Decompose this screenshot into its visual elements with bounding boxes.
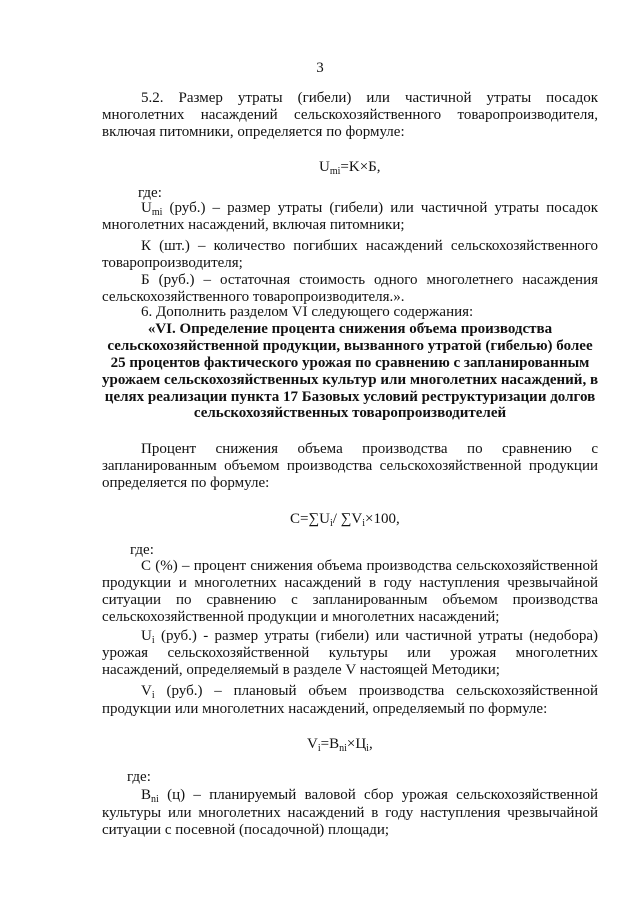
formula-2-part-a: C=∑U: [290, 511, 330, 527]
definition-line: [141, 200, 598, 217]
symbol-sub-ni: ni: [339, 743, 347, 754]
definition-text: (ц) – планируемый валовой сбор урожая сельскохозяйственной: [167, 787, 599, 803]
text-line: С (%) – процент снижения объема производства сельскохозяйственной: [141, 558, 598, 574]
text-line: Б (руб.) – остаточная стоимость одного многолетнего насаждения: [141, 272, 598, 288]
definition-line: [141, 787, 598, 804]
section-heading-line: 25 процентов фактического урожая по сравнению с запланированным: [110, 355, 590, 371]
symbol-sub-i: i: [151, 690, 155, 701]
text-line: где:: [130, 542, 154, 558]
definition-text: (руб.) – размер утраты (гибели) или частичной утраты посадок: [169, 200, 599, 216]
text-line: 6. Дополнить разделом VI следующего содержания:: [141, 304, 474, 320]
text-line: Процент снижения объема производства по сравнению с: [141, 441, 598, 457]
text-line: определяется по формуле:: [102, 475, 270, 491]
section-heading-line: целях реализации пункта 17 Базовых условий реструктуризации долгов: [104, 389, 596, 405]
formula-1-rest: =K×Б,: [340, 159, 381, 175]
text-line: товаропроизводителя;: [102, 255, 243, 271]
text-line: продукции или многолетних насаждений, определяемый по формуле:: [102, 701, 548, 717]
formula-3: [307, 736, 373, 753]
text-line: сельскохозяйственной продукции и многолетних насаждений;: [102, 609, 500, 625]
symbol-sub-mi: mi: [151, 207, 163, 218]
text-line: урожая сельскохозяйственной культуры или урожая многолетних: [102, 645, 598, 661]
section-heading-line: сельскохозяйственных товаропроизводителей: [193, 405, 507, 421]
text-line: многолетних насаждений сельскохозяйственного товаропроизводителя,: [102, 107, 598, 123]
symbol-sub-i: i: [362, 518, 366, 529]
text-line: где:: [127, 769, 151, 785]
symbol-sub-mi: mi: [329, 166, 341, 177]
text-line: насаждений, определяемый в разделе V настоящей Методики;: [102, 662, 500, 678]
formula-3-part-c: ,: [368, 736, 373, 752]
text-line: где:: [138, 185, 162, 201]
symbol-u: U: [319, 159, 330, 175]
text-line: культуры или многолетних насаждений в году наступления чрезвычайной: [102, 805, 598, 821]
symbol-sub-i: i: [317, 743, 321, 754]
formula-2-part-c: ×100,: [365, 511, 400, 527]
text-line: 5.2. Размер утраты (гибели) или частичной утраты посадок: [141, 90, 598, 106]
text-line: ситуации с посевной (посадочной) площади;: [102, 822, 390, 838]
formula-3-part-a: =B: [320, 736, 340, 752]
symbol-v: V: [141, 683, 152, 699]
symbol-u: U: [141, 200, 152, 216]
text-line: сельскохозяйственного товаропроизводителя.».: [102, 289, 405, 305]
definition-text: (руб.) – плановый объем производства сельскохозяйственной: [166, 683, 598, 699]
symbol-v: V: [307, 736, 318, 752]
text-line: многолетних насаждений, включая питомники;: [102, 217, 405, 233]
definition-line: [141, 683, 598, 700]
symbol-b: B: [141, 787, 152, 803]
symbol-sub-i: i: [151, 635, 155, 646]
symbol-u: U: [141, 628, 152, 644]
formula-3-part-b: ×Ц: [346, 736, 367, 752]
formula-2: [290, 511, 400, 528]
symbol-sub-ni: ni: [151, 794, 159, 805]
definition-line: [141, 628, 598, 645]
text-line: ситуации по сравнению с запланированным объемом производства: [102, 592, 598, 608]
definition-text: (руб.) - размер утраты (гибели) или частичной утраты (недобора): [160, 628, 599, 644]
formula-1: [319, 159, 381, 176]
symbol-sub-i: i: [330, 518, 333, 529]
text-line: К (шт.) – количество погибших насаждений сельскохозяйственного: [141, 238, 598, 254]
section-heading-line: «VI. Определение процента снижения объема производства: [147, 321, 553, 337]
page-number: 3: [316, 60, 324, 76]
text-line: продукции и многолетних насаждений в году наступления чрезвычайной: [102, 575, 598, 591]
section-heading-line: урожаем сельскохозяйственных культур или многолетних насаждений, в: [102, 372, 599, 388]
section-heading-line: сельскохозяйственной продукции, вызванного утратой (гибелью) более: [107, 338, 593, 354]
text-line: запланированным объемом производства сельскохозяйственной продукции: [102, 458, 598, 474]
text-line: включая питомники, определяется по формуле:: [102, 124, 405, 140]
formula-2-part-b: / ∑V: [332, 511, 363, 527]
symbol-sub-i: i: [366, 743, 369, 754]
